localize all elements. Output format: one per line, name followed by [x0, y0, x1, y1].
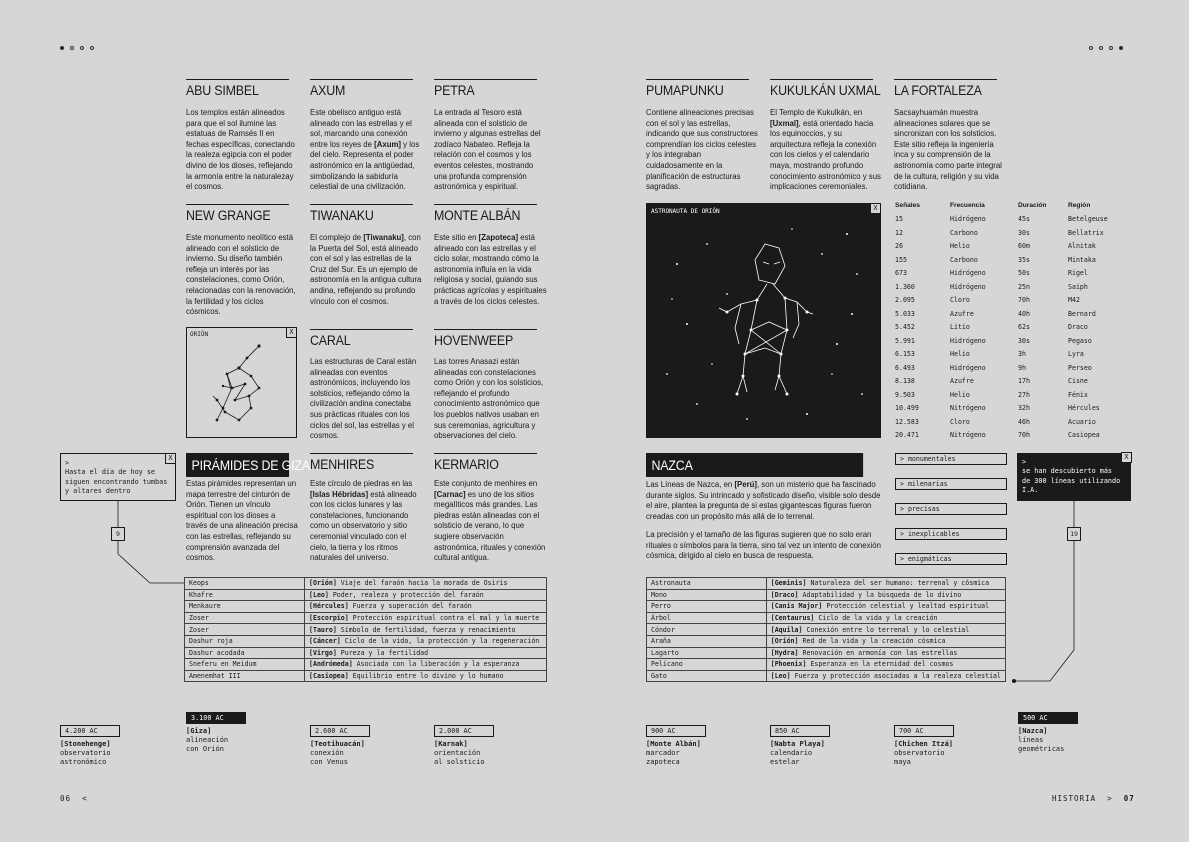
figure-row-name: Pelícano [647, 659, 767, 671]
pharaoh-row-description: Asociada con la liberación y la esperanza [352, 660, 520, 669]
signals-cell: Draco [1068, 323, 1088, 332]
signals-cell: 2.095 [895, 296, 915, 305]
signals-cell: Nitrógeno [950, 431, 986, 440]
text-monte-alban: Este sitio en [Zapoteca] está alineado con las estrellas y el ciclo solar, mostrando cómo la astronomía influía en la vida religiosa y social, guiando sus prácticas agrícolas y espirituales a través de los ciclos celestes. [434, 233, 547, 306]
timeline-date: 850 AC [770, 725, 830, 737]
figure-row-meaning [766, 612, 1005, 624]
pharaoh-row-meaning [305, 589, 547, 601]
astronaut-constellation-drawing [647, 204, 882, 439]
timeline-place-name: [Monte Albán] [646, 740, 701, 748]
timeline-desc-line: geométricas [1018, 745, 1065, 753]
pharaoh-row-description: Pureza y la fertilidad [336, 648, 429, 657]
timeline-item [770, 725, 830, 767]
signals-cell: Bernard [1068, 309, 1096, 318]
text-menhires: Este círculo de piedras en las [Islas Hébridas] está alineado con los ciclos lunares y las constelaciones, funcionando como un observatorio y sitio ceremonial vinculado con el cielo, la tierra y los ritmos naturales del universo. [310, 479, 417, 563]
pharaoh-row [185, 601, 547, 613]
timeline-place-name: [Karnak] [434, 740, 468, 748]
pharaoh-row [185, 589, 547, 601]
text-new-grange: Este monumento neolítico está alineado con el solsticio de invierno. Su diseño también refleja un interés por las constelaciones, como Orión, relacionadas con la renovación, la fertilidad y los ciclos cósmicos. [186, 233, 296, 317]
signals-cell: 3h [1018, 350, 1026, 359]
figure-row-meaning [766, 635, 1005, 647]
figure-row-description: Naturaleza del ser humano: terrenal y cósmica [806, 579, 990, 588]
figure-row-constellation: [Leo] [770, 672, 791, 681]
signals-cell: Betelgeuse [1068, 215, 1108, 224]
signals-cell: 155 [895, 255, 907, 264]
signals-cell: Perseo [1068, 363, 1092, 372]
signals-cell: 5.033 [895, 309, 915, 318]
signals-row [895, 280, 1108, 294]
signals-cell: Mintaka [1068, 255, 1096, 264]
signals-row [895, 402, 1108, 416]
pharaoh-row-description: Símbolo de fertilidad, fuerza y renacimiento [336, 625, 516, 634]
timeline-date: 2.000 AC [434, 725, 494, 737]
signals-cell: Litio [950, 323, 970, 332]
signals-cell: 12 [895, 228, 903, 237]
signals-cell: Acuario [1068, 417, 1096, 426]
signals-row [895, 240, 1108, 254]
figure-row [647, 612, 1006, 624]
signals-cell: 50s [1018, 269, 1030, 278]
figure-row [647, 624, 1006, 636]
page-number-left: 06 < [60, 794, 88, 803]
pharaoh-row-meaning [305, 624, 547, 636]
signals-cell: Hidrógeno [950, 336, 986, 345]
chip-enigmaticas[interactable]: > enigmáticas [895, 553, 1007, 565]
figure-row-meaning [766, 670, 1005, 682]
pharaoh-row-constellation: [Orión] [309, 579, 337, 588]
timeline-place-name: [Stonehenge] [60, 740, 111, 748]
note-box-left [60, 453, 176, 501]
orion-constellation-drawing [187, 328, 298, 439]
timeline-date: 500 AC [1018, 712, 1078, 724]
text-tiwanaku: El complejo de [Tiwanaku], con la Puerta del Sol, está alineado con el sol y las estrellas de la Cruz del Sur. Es un ejemplo de astronomía en la antigua cultura andina, reflejando su profundo vínculo con el cosmos. [310, 233, 422, 306]
note-left-prompt: > [65, 459, 70, 467]
signals-cell: 9.503 [895, 390, 915, 399]
figure-row-constellation: [Orión] [770, 637, 799, 646]
title-new-grange: NEW GRANGE [186, 204, 289, 223]
pharaoh-row-constellation: [Andrómeda] [309, 660, 353, 669]
text-kermario: Este conjunto de menhires en [Carnac] es uno de los sitios megalíticos más grandes. Las piedras están alineadas con el solsticio de verano, lo que sugiere observación astronómica, rituales y conexión cultural antigua. [434, 479, 546, 563]
pharaoh-row-meaning [305, 612, 547, 624]
page-number-right: HISTORIA > 07 [1052, 794, 1135, 803]
signals-row [895, 213, 1108, 227]
signals-cell: 60m [1018, 242, 1030, 251]
pharaoh-row [185, 670, 547, 682]
signals-table [895, 199, 1108, 442]
signals-cell: Hidrógeno [950, 282, 986, 291]
text-nazca-p2: La precisión y el tamaño de las figuras sugieren que no solo eran rituales o símbolos para la tierra, sino tal vez un intento de conexión cósmica, dirigido al cielo en busca de respuesta. [646, 530, 881, 561]
timeline-place-name: [Giza] [186, 727, 212, 735]
figure-row-description: Ciclo de la vida y la creación [814, 614, 938, 623]
text-kukulkan: El Templo de Kukulkán, en [Uxmal], está orientado hacia los equinoccios, y su arquitectura refleja la conexión con los cielos y el calendario maya, mostrando profundo conocimiento astronómico y sus implicaciones ceremoniales. [770, 108, 881, 192]
chip-precisas[interactable]: > precisas [895, 503, 1007, 515]
timeline-desc-line: alineación [186, 736, 229, 744]
note-left-text: Hasta el día de hoy se siguen encontrando tumbas y altares dentro [65, 468, 168, 495]
timeline-item [894, 725, 954, 767]
signals-header-cell: Región [1068, 202, 1091, 210]
signals-cell: 5.452 [895, 323, 915, 332]
timeline-place-name: [Teotihuacán] [310, 740, 365, 748]
orion-diagram-box [186, 327, 297, 438]
timeline-place [186, 727, 246, 736]
signals-cell: Nitrógeno [950, 404, 986, 413]
signals-row [895, 388, 1108, 402]
signals-cell: Rigel [1068, 269, 1088, 278]
signals-row [895, 361, 1108, 375]
pharaoh-row-description: Poder, realeza y protección del faraón [328, 590, 484, 599]
timeline-date: 4.200 AC [60, 725, 120, 737]
astronauta-image-box [646, 203, 881, 438]
timeline-desc-line: astronómico [60, 758, 107, 766]
title-menhires: MENHIRES [310, 453, 413, 472]
signals-row [895, 253, 1108, 267]
signals-cell: 32h [1018, 404, 1030, 413]
signals-header-cell: Duración [1018, 202, 1047, 210]
timeline-desc-line: observatorio [60, 749, 111, 757]
pharaoh-row-meaning [305, 659, 547, 671]
signals-row [895, 415, 1108, 429]
text-fortaleza: Sacsayhuamán muestra alineaciones solares que se sincronizan con los solsticios. Este sitio refleja la ingeniería inca y su comprensión de la astronomía como parte integral de la cultura, religión y su vida cotidiana. [894, 108, 1002, 192]
timeline-place [434, 740, 494, 749]
text-hovenweep: Las torres Anasazi están alineadas con constelaciones como Orión y con los solsticios, reflejando el profundo conocimiento astronómico que los pueblos nativos usaban en sus ceremonias, agricultura y observaciones del cielo. [434, 357, 544, 441]
chip-monumentales[interactable]: > monumentales [895, 453, 1007, 465]
figure-row-description: Esperanza en la eternidad del cosmos [806, 660, 954, 669]
pharaoh-row-name: Dashur roja [185, 635, 305, 647]
note-right-prompt: > [1022, 458, 1027, 466]
note-box-right [1017, 453, 1131, 501]
pharaoh-row-constellation: [Cáncer] [309, 637, 341, 646]
figure-row-meaning [766, 624, 1005, 636]
figure-row [647, 670, 1006, 682]
figure-row-description: Adaptabilidad y la búsqueda de lo divino [798, 590, 962, 599]
signals-cell: 17h [1018, 377, 1030, 386]
signals-cell: Lyra [1068, 350, 1084, 359]
signals-cell: 26 [895, 242, 903, 251]
signals-cell: 673 [895, 269, 907, 278]
astronauta-label: ASTRONAUTA DE ORIÓN [651, 208, 720, 215]
signals-row [895, 267, 1108, 281]
timeline-desc-line: al solsticio [434, 758, 485, 766]
signals-cell: Hércules [1068, 404, 1100, 413]
timeline-date: 3.100 AC [186, 712, 246, 724]
pharaoh-row-meaning [305, 601, 547, 613]
pharaoh-row-meaning [305, 635, 547, 647]
signals-cell: 70h [1018, 296, 1030, 305]
signals-row [895, 334, 1108, 348]
pharaoh-row-constellation: [Leo] [309, 590, 329, 599]
signals-cell: 45s [1018, 215, 1030, 224]
timeline-item [60, 725, 120, 767]
signals-cell: Pegaso [1068, 336, 1092, 345]
signals-cell: Bellatrix [1068, 228, 1104, 237]
note-right-number: 19 [1067, 527, 1081, 541]
figure-row-name: Gato [647, 670, 767, 682]
pharaoh-row-constellation: [Virgo] [309, 648, 337, 657]
figure-row-description: Protección celestial y lealtad espiritual [822, 602, 990, 611]
signals-row [895, 348, 1108, 362]
figure-row-name: Astronauta [647, 578, 767, 590]
note-left-close-button[interactable]: X [165, 453, 176, 464]
figure-row-description: Renovación en armonía con las estrellas [798, 648, 958, 657]
figure-row-constellation: [Canis Major] [770, 602, 823, 611]
orion-label: ORIÓN [190, 331, 209, 338]
timeline-item [434, 725, 494, 767]
figure-row [647, 578, 1006, 590]
timeline-item [646, 725, 706, 767]
timeline-desc-line: marcador [646, 749, 680, 757]
orion-close-button[interactable]: X [286, 327, 297, 338]
signals-cell: Saiph [1068, 282, 1088, 291]
timeline-place [60, 740, 120, 749]
signals-cell: Helio [950, 390, 970, 399]
signals-cell: Hidrógeno [950, 215, 986, 224]
signals-cell: Cloro [950, 296, 970, 305]
signals-cell: Helio [950, 242, 970, 251]
pharaoh-row [185, 578, 547, 590]
pharaoh-row [185, 635, 547, 647]
pharaoh-row-name: Menkaure [185, 601, 305, 613]
timeline-place-name: [Chichen Itzá] [894, 740, 954, 748]
figure-row-name: Perro [647, 601, 767, 613]
figure-row-meaning [766, 589, 1005, 601]
timeline-desc-line: maya [894, 758, 911, 766]
figure-row [647, 601, 1006, 613]
title-kukulkan: KUKULKÁN UXMAL [770, 79, 873, 98]
title-abu-simbel: ABU SIMBEL [186, 79, 289, 98]
timeline-place [310, 740, 370, 749]
pharaoh-row-constellation: [Casiopea] [309, 672, 349, 681]
signals-cell: 30s [1018, 228, 1030, 237]
signals-cell: 30s [1018, 336, 1030, 345]
figure-row-constellation: [Draco] [770, 590, 799, 599]
figure-row-constellation: [Geminis] [770, 579, 807, 588]
note-right-text: se han descubierto más de 300 líneas utilizando I.A. [1022, 467, 1121, 494]
signals-cell: Helio [950, 350, 970, 359]
page-dots-left [60, 37, 100, 55]
text-caral: Las estructuras de Caral están alineadas con eventos astronómicos, incluyendo los solsticios, reflejando cómo la civilización andina conectaba sus prácticas rituales con los ciclos del sol, las estrellas y el cosmos. [310, 357, 417, 441]
pharaoh-row-name: Sneferu en Meidum [185, 659, 305, 671]
title-fortaleza: LA FORTALEZA [894, 79, 997, 98]
figure-row [647, 635, 1006, 647]
timeline-date: 900 AC [646, 725, 706, 737]
signals-cell: Fénix [1068, 390, 1088, 399]
figure-row [647, 659, 1006, 671]
nazca-figures-table [646, 577, 1006, 682]
timeline-desc-line: observatorio [894, 749, 945, 757]
signals-cell: 40h [1018, 309, 1030, 318]
timeline-desc-line: líneas [1018, 736, 1044, 744]
pharaoh-row-description: Fuerza y superación del faraón [348, 602, 472, 611]
pharaoh-row-constellation: [Tauro] [309, 625, 337, 634]
title-petra: PETRA [434, 79, 537, 98]
signals-cell: 35s [1018, 255, 1030, 264]
figure-row-name: Árbol [647, 612, 767, 624]
pharaoh-row-name: Khafre [185, 589, 305, 601]
signals-cell: 15 [895, 215, 903, 224]
signals-row [895, 375, 1108, 389]
timeline-place-name: [Nabta Playa] [770, 740, 825, 748]
signals-cell: Hidrógeno [950, 363, 986, 372]
note-right-close-button[interactable]: X [1121, 452, 1132, 463]
figure-row-description: Conexión entre lo terrenal y lo celestial [802, 625, 970, 634]
signals-row [895, 429, 1108, 443]
signals-cell: 70h [1018, 431, 1030, 440]
timeline-item [186, 712, 246, 754]
astronauta-close-button[interactable]: X [870, 203, 881, 214]
signals-cell: Hidrógeno [950, 269, 986, 278]
pharaoh-row-description: Protección espiritual contra el mal y la muerte [348, 614, 540, 623]
pharaoh-row-meaning [305, 670, 547, 682]
signals-row [895, 307, 1108, 321]
signals-cell: M42 [1068, 296, 1080, 305]
text-axum: Este obelisco antiguo está alineado con las estrellas y el sol, marcando una conexión entre los reyes de [Axum] y los del cielo. Representa el poder astronómico en la antigüedad, simbolizando la sabiduría celestial de una civilización. [310, 108, 420, 192]
pharaoh-row-name: Zoser [185, 624, 305, 636]
pharaoh-constellation-table [184, 577, 547, 682]
pharaoh-row-description: Viaje del faraón hacia la morada de Osiris [336, 579, 508, 588]
signals-cell: 6.493 [895, 363, 915, 372]
page-dots-right [1089, 37, 1129, 55]
signals-cell: 1.360 [895, 282, 915, 291]
signals-cell: 5.991 [895, 336, 915, 345]
pharaoh-row [185, 624, 547, 636]
timeline-desc-line: con Orión [186, 745, 224, 753]
chip-inexplicables[interactable]: > inexplicables [895, 528, 1007, 540]
figure-row-meaning [766, 601, 1005, 613]
signals-cell: Alnitak [1068, 242, 1096, 251]
title-hovenweep: HOVENWEEP [434, 329, 537, 348]
figure-row-name: Cóndor [647, 624, 767, 636]
note-left-number: 9 [111, 527, 125, 541]
timeline-desc-line: orientación [434, 749, 481, 757]
pharaoh-row [185, 659, 547, 671]
figure-row-name: Araña [647, 635, 767, 647]
signals-row [895, 226, 1108, 240]
signals-cell: Casiopea [1068, 431, 1100, 440]
signals-cell: 62s [1018, 323, 1030, 332]
signals-cell: Cisne [1068, 377, 1088, 386]
timeline-desc-line: zapoteca [646, 758, 680, 766]
chip-milenarias[interactable]: > milenarias [895, 478, 1007, 490]
title-kermario: KERMARIO [434, 453, 537, 472]
signals-cell: 12.583 [895, 417, 919, 426]
timeline-place [646, 740, 706, 749]
figure-row-meaning [766, 647, 1005, 659]
text-petra: La entrada al Tesoro está alineada con el solsticio de invierno y algunas estrellas del zodíaco Nabateo. Refleja la relación con el cosmos y los eventos celestes, mostrando una profunda comprensión astronómica y espiritual. [434, 108, 541, 192]
figure-row-meaning [766, 659, 1005, 671]
signals-cell: 25n [1018, 282, 1030, 291]
signals-cell: Azufre [950, 377, 974, 386]
figure-row-constellation: [Aquila] [770, 625, 803, 634]
title-giza: PIRÁMIDES DE GIZA [186, 453, 289, 477]
signals-cell: 9h [1018, 363, 1026, 372]
title-axum: AXUM [310, 79, 413, 98]
pharaoh-row-description: Equilibrio entre lo divino y lo humano [348, 672, 504, 681]
signals-cell: 8.138 [895, 377, 915, 386]
figure-row [647, 647, 1006, 659]
signals-header-cell: Frecuencia [950, 202, 985, 210]
timeline-item [1018, 712, 1078, 754]
timeline-desc-line: estelar [770, 758, 800, 766]
pharaoh-row [185, 612, 547, 624]
signals-row [895, 294, 1108, 308]
figure-row-description: Fuerza y protección asociadas a la realeza celestial [790, 672, 1001, 681]
timeline-desc-line: con Venus [310, 758, 348, 766]
signals-cell: 46h [1018, 417, 1030, 426]
pharaoh-row-description: Ciclo de la vida, la protección y la regeneración [340, 637, 540, 646]
pharaoh-row-meaning [305, 578, 547, 590]
timeline-place-name: [Nazca] [1018, 727, 1048, 735]
title-nazca: NAZCA [646, 453, 863, 477]
signals-cell: 6.153 [895, 350, 915, 359]
signals-cell: Carbono [950, 228, 978, 237]
pharaoh-row-constellation: [Hércules] [309, 602, 349, 611]
signals-header-row [895, 199, 1108, 213]
pharaoh-row-meaning [305, 647, 547, 659]
signals-header-cell: Señales [895, 202, 920, 210]
figure-row-constellation: [Phoenix] [770, 660, 807, 669]
figure-row-constellation: [Centaurus] [770, 614, 815, 623]
signals-cell: Cloro [950, 417, 970, 426]
title-caral: CARAL [310, 329, 413, 348]
timeline-place [1018, 727, 1078, 736]
pharaoh-row [185, 647, 547, 659]
timeline-place [894, 740, 954, 749]
text-nazca-p1: Las Líneas de Nazca, en [Perú], son un misterio que ha fascinado durante siglos. Su intrincado y sofisticado diseño, visible solo desde el aire, plantea la pregunta de si estas gigantescas figuras fueron creadas con un propósito más allá de lo terrenal. [646, 480, 881, 521]
signals-cell: 20.471 [895, 431, 919, 440]
timeline-desc-line: conexión [310, 749, 344, 757]
text-pumapunku: Contiene alineaciones precisas con el sol y las estrellas, indicando que sus constructores comprendían los ciclos celestes y los integraban cuidadosamente en la planificación de estructuras sagradas. [646, 108, 758, 192]
timeline-date: 2.600 AC [310, 725, 370, 737]
figure-row [647, 589, 1006, 601]
title-tiwanaku: TIWANAKU [310, 204, 413, 223]
pharaoh-row-name: Zoser [185, 612, 305, 624]
pharaoh-row-name: Amenemhat III [185, 670, 305, 682]
signals-row [895, 321, 1108, 335]
timeline-desc-line: calendario [770, 749, 813, 757]
pharaoh-row-constellation: [Escorpio] [309, 614, 349, 623]
text-abu-simbel: Los templos están alineados para que el sol ilumine las estatuas de Ramsés II en fechas específicas, conectando la realeza egipcia con el poder divino de los dioses, reflejando la armonía entre la naturalezay el cosmos. [186, 108, 295, 192]
signals-cell: Carbono [950, 255, 978, 264]
figure-row-meaning [766, 578, 1005, 590]
signals-cell: 27h [1018, 390, 1030, 399]
pharaoh-row-name: Keops [185, 578, 305, 590]
title-pumapunku: PUMAPUNKU [646, 79, 749, 98]
signals-cell: 10.499 [895, 404, 919, 413]
figure-row-name: Lagarto [647, 647, 767, 659]
figure-row-description: Red de la vida y la creación cósmica [798, 637, 946, 646]
signals-cell: Azufre [950, 309, 974, 318]
figure-row-constellation: [Hydra] [770, 648, 799, 657]
timeline-date: 700 AC [894, 725, 954, 737]
pharaoh-row-name: Dashur acodada [185, 647, 305, 659]
timeline-item [310, 725, 370, 767]
text-giza: Estas pirámides representan un mapa terrestre del cinturón de Orión. Tienen un vínculo espiritual con los dioses a través de una alineación precisa con las estrellas, reflejando su comprensión avanzada del cosmos. [186, 479, 298, 563]
title-monte-alban: MONTE ALBÁN [434, 204, 537, 223]
figure-row-name: Mono [647, 589, 767, 601]
timeline-place [770, 740, 830, 749]
